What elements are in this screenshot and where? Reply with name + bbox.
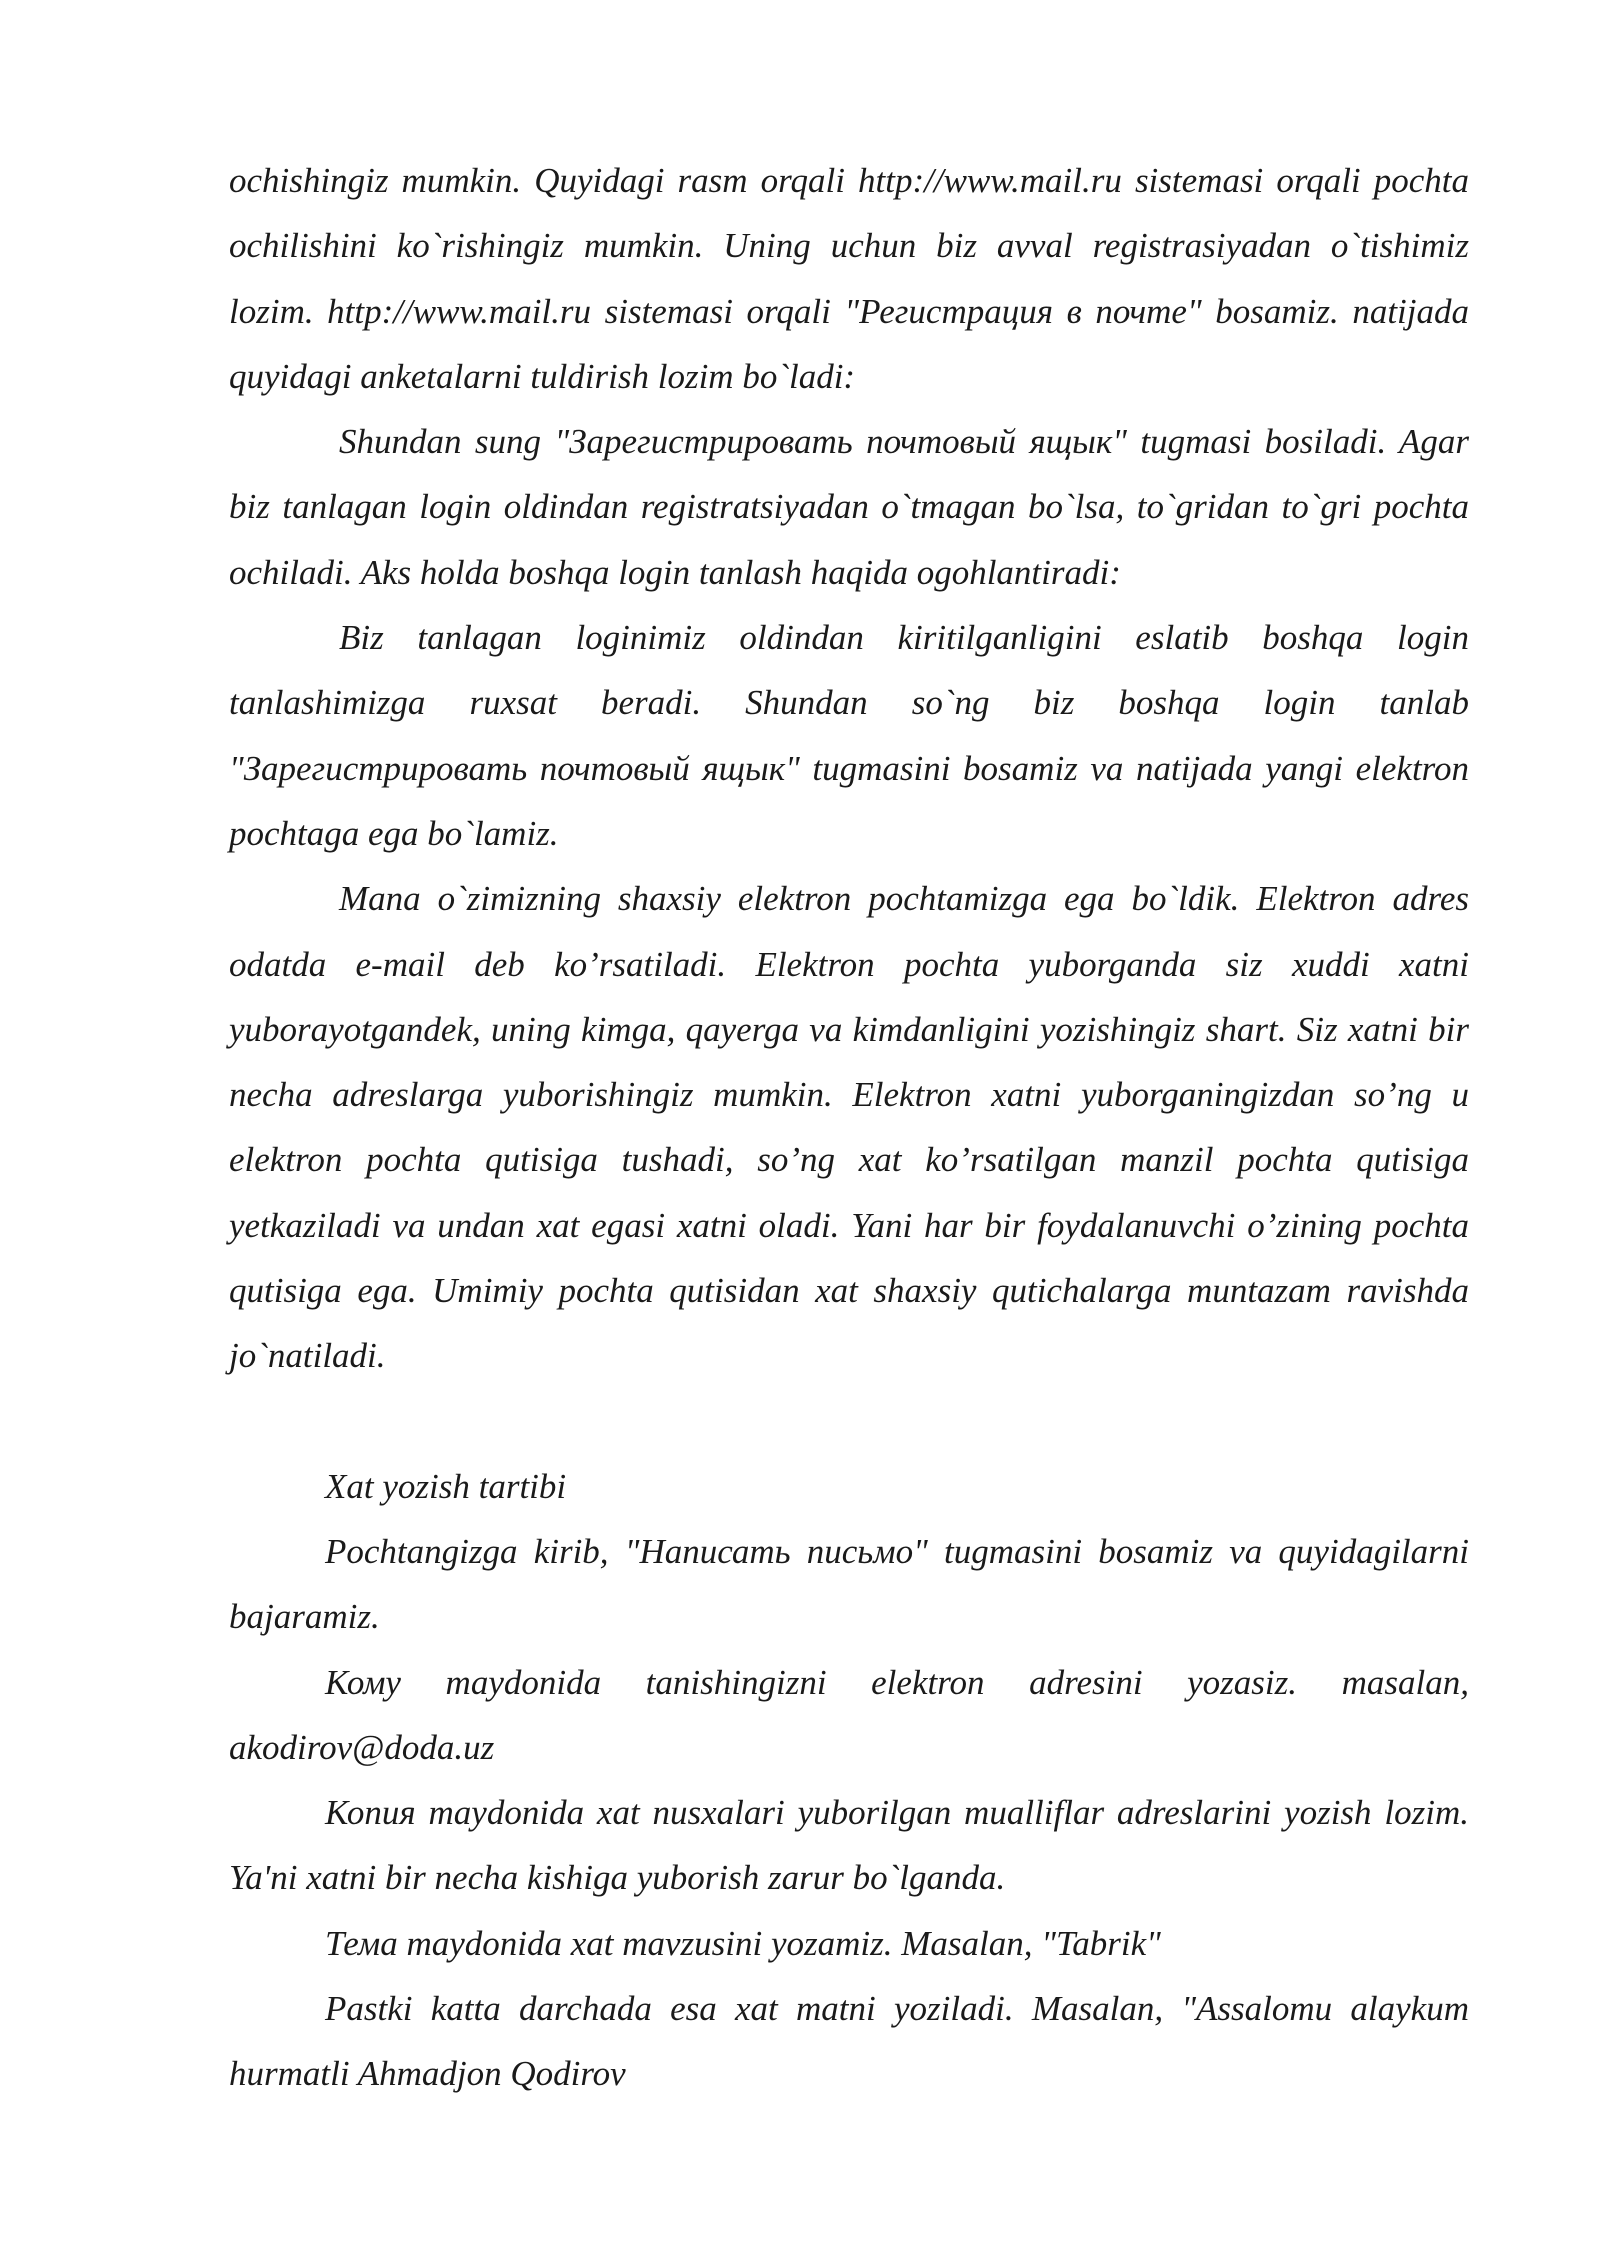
document-page [229,148,1469,2107]
section-heading: Xat yozish tartibi [325,1466,567,1506]
section-paragraph-1: Pochtangizga kirib, "Написать письмо" tugmasini bosamiz va quyidagilarni bajaramiz. [229,1531,1469,1637]
section-paragraph-3: Копия maydonida xat nusxalari yuborilgan mualliflar adreslarini yozish lozim. Ya'ni xatni bir necha kishiga yuborish zarur bo`lganda. [229,1793,1469,1898]
section-paragraph-2: Кому maydonida tanishingizni elektron adresini yozasiz. masalan, akodirov@doda.uz [229,1662,1469,1767]
paragraph-3: Biz tanlagan loginimiz oldindan kiritilganligini eslatib boshqa login tanlashimizga ruxsat beradi. Shundan so`ng biz boshqa login tanlab "Зарегистрировать почтовый ящык" tugmasini bosamiz va natijada yangi elektron pochtaga ega bo`lamiz. [229,618,1469,853]
paragraph-1: ochishingiz mumkin. Quyidagi rasm orqali http://www.mail.ru sistemasi orqali pochta ochilishini ko`rishingiz mumkin. Uning uchun biz avval registrasiyadan o`tishimiz lozim. http://www.mail.ru sistemasi orqali "Регистрация в почте" bosamiz. natijada quyidagi anketalarni tuldirish lozim bo`ladi: [229,161,1469,396]
section-spacer [229,1389,1469,1454]
paragraph-2: Shundan sung "Зарегистрировать почтовый ящык" tugmasi bosiladi. Agar biz tanlagan login oldindan registratsiyadan o`tmagan bo`lsa, to`gridan to`gri pochta ochiladi. Aks holda boshqa login tanlash haqida ogohlantiradi: [229,422,1469,592]
section-paragraph-5: Pastki katta darchada esa xat matni yoziladi. Masalan, "Assalomu alaykum hurmatli Ahmadjon Qodirov [229,1989,1469,2094]
paragraph-4: Mana o`zimizning shaxsiy elektron pochtamizga ega bo`ldik. Elektron adres odatda e-mail deb ko’rsatiladi. Elektron pochta yuborganda siz xuddi xatni yuborayotgandek, uning kimga, qayerga va kimdanligini yozishingiz shart. Siz xatni bir necha adreslarga yuborishingiz mumkin. Elektron xatni yuborganingizdan so’ng u elektron pochta qutisiga tushadi, so’ng xat ko’rsatilgan manzil pochta qutisiga yetkaziladi va undan xat egasi xatni oladi. Yani har bir foydalanuvchi o’zining pochta qutisiga ega. Umimiy pochta qutisidan xat shaxsiy qutichalarga muntazam ravishda jo`natiladi. [229,879,1469,1376]
section-paragraph-4: Тема maydonida xat mavzusini yozamiz. Masalan, "Tabrik" [325,1923,1161,1963]
